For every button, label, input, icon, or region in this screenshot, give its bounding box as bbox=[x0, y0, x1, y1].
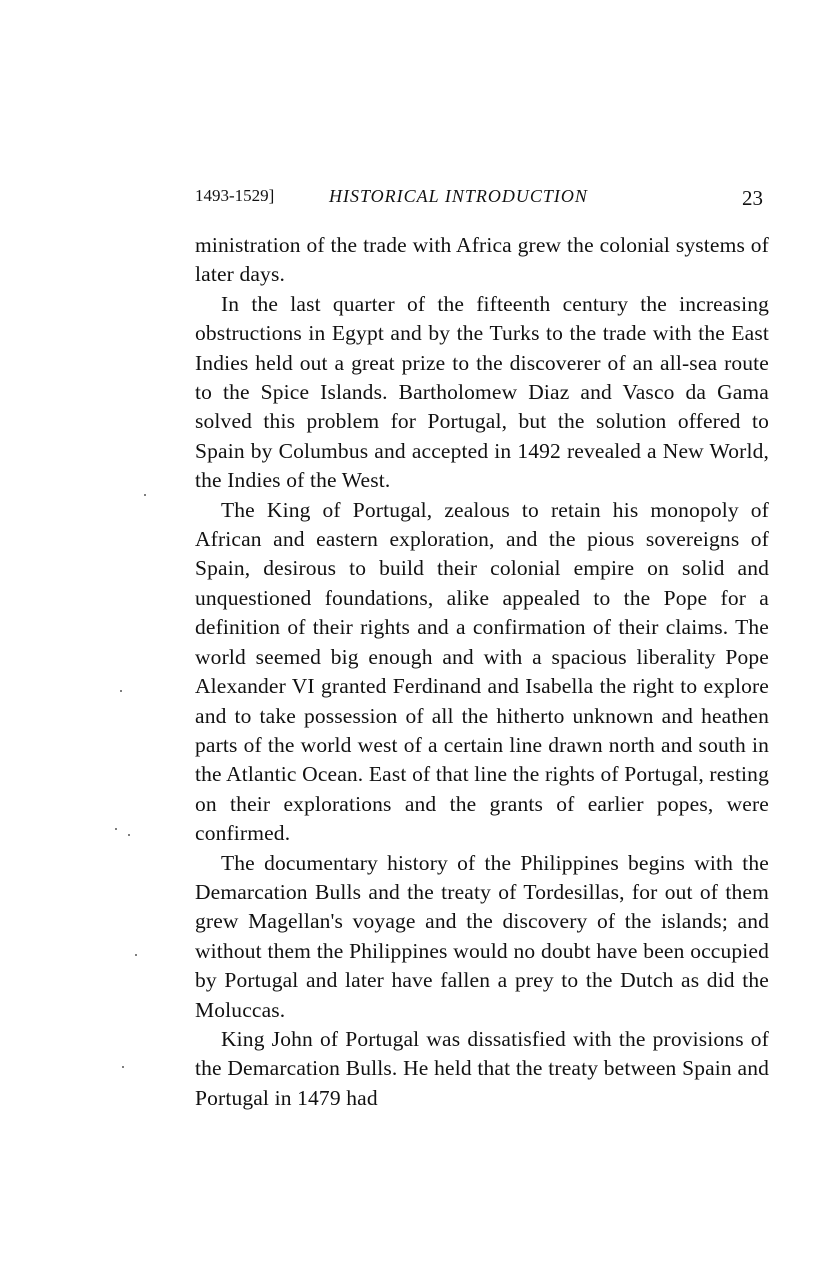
running-head bbox=[195, 176, 769, 210]
page-number: 23 bbox=[742, 186, 763, 210]
paragraph-2: In the last quarter of the fifteenth century the increasing obstructions in Egypt and by the Turks to the trade with the East Indies held out a great prize to the discoverer of an all-sea route to the Spice Islands. Bartholomew Diaz and Vasco da Gama solved this problem for Portugal, but the solution offered to Spain by Columbus and accepted in 1492 revealed a New World, the Indies of the West. bbox=[195, 291, 769, 493]
document-page bbox=[195, 176, 769, 1113]
scan-speck bbox=[122, 1066, 124, 1068]
paragraph-1: ministration of the trade with Africa grew the colonial systems of later days. bbox=[195, 233, 769, 287]
scan-speck bbox=[115, 828, 117, 830]
body-text bbox=[195, 231, 769, 1113]
paragraph-4: The documentary history of the Philippines begins with the Demarcation Bulls and the treaty of Tordesillas, for out of them grew Magellan's voyage and the discovery of the islands; and without them the Philippines would no doubt have been occupied by Portugal and later have fallen a prey to the Dutch as did the Moluccas. bbox=[195, 850, 769, 1022]
scan-speck bbox=[135, 954, 137, 956]
paragraph-3: The King of Portugal, zealous to retain his monopoly of African and eastern exploration, and the pious sovereigns of Spain, desirous to build their colonial empire on solid and unquestioned foundations, alike appealed to the Pope for a definition of their rights and a confirmation of their claims. The world seemed big enough and with a spacious liberality Pope Alexander VI granted Ferdinand and Isabella the right to explore and to take possession of all the hitherto unknown and heathen parts of the world west of a certain line drawn north and south in the Atlantic Ocean. East of that line the rights of Portugal, resting on their explorations and the grants of earlier popes, were confirmed. bbox=[195, 497, 769, 846]
scan-speck bbox=[120, 690, 122, 692]
date-range: 1493-1529] bbox=[195, 186, 275, 205]
scan-speck bbox=[144, 494, 146, 496]
paragraph-5: King John of Portugal was dissatisfied with the provisions of the Demarcation Bulls. He held that the treaty between Spain and Portugal in 1479 had bbox=[195, 1026, 769, 1110]
scan-speck bbox=[128, 834, 130, 836]
chapter-title: HISTORICAL INTRODUCTION bbox=[329, 186, 588, 206]
